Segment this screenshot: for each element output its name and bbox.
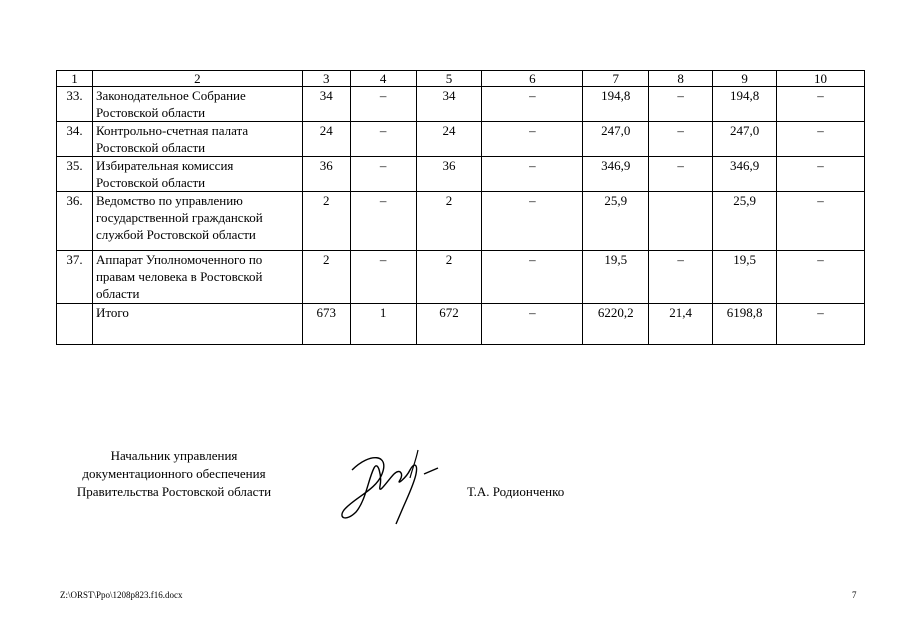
table-row xyxy=(57,157,865,192)
signer-position xyxy=(56,447,292,501)
table-row xyxy=(57,122,865,157)
total-row xyxy=(57,304,865,345)
header-cell: 9 xyxy=(713,71,777,87)
cell-col5: 24 xyxy=(416,122,482,157)
cell-col3: 36 xyxy=(302,157,350,192)
cell-col10: – xyxy=(777,122,865,157)
header-cell: 3 xyxy=(302,71,350,87)
table-row xyxy=(57,251,865,304)
cell-col9: 6198,8 xyxy=(713,304,777,345)
cell-col5: 672 xyxy=(416,304,482,345)
cell-col9: 247,0 xyxy=(713,122,777,157)
cell-col9: 194,8 xyxy=(713,87,777,122)
cell-col9: 346,9 xyxy=(713,157,777,192)
cell-col9: 25,9 xyxy=(713,192,777,251)
cell-col8: – xyxy=(649,87,713,122)
cell-col10: – xyxy=(777,304,865,345)
cell-col5: 34 xyxy=(416,87,482,122)
cell-col4: – xyxy=(350,87,416,122)
cell-col7: 6220,2 xyxy=(583,304,649,345)
cell-col7: 346,9 xyxy=(583,157,649,192)
row-number: 36. xyxy=(57,192,93,251)
row-number: 34. xyxy=(57,122,93,157)
cell-col7: 247,0 xyxy=(583,122,649,157)
cell-col9: 19,5 xyxy=(713,251,777,304)
cell-col3: 34 xyxy=(302,87,350,122)
organization-name: Аппарат Уполномоченного по правам человека в Ростовской области xyxy=(92,251,302,304)
organization-name: Избирательная комиссия Ростовской области xyxy=(92,157,302,192)
cell-col6: – xyxy=(482,87,583,122)
row-number: 37. xyxy=(57,251,93,304)
cell-col8: – xyxy=(649,251,713,304)
cell-col4: – xyxy=(350,192,416,251)
cell-col5: 36 xyxy=(416,157,482,192)
cell-col5: 2 xyxy=(416,251,482,304)
header-cell: 5 xyxy=(416,71,482,87)
signer-name: Т.А. Родионченко xyxy=(467,484,565,499)
header-cell: 2 xyxy=(92,71,302,87)
cell-col8: – xyxy=(649,122,713,157)
cell-col3: 24 xyxy=(302,122,350,157)
cell-col7: 19,5 xyxy=(583,251,649,304)
signer-position-line: Начальник управления xyxy=(110,448,238,463)
cell-col3: 673 xyxy=(302,304,350,345)
footer-file-path: Z:\ORST\Ppo\1208p823.f16.docx xyxy=(60,590,183,600)
cell-col4: – xyxy=(350,251,416,304)
cell-col8: 21,4 xyxy=(649,304,713,345)
table-row xyxy=(57,192,865,251)
budget-table xyxy=(56,70,865,345)
cell-col6: – xyxy=(482,157,583,192)
cell-col6: – xyxy=(482,192,583,251)
handwritten-signature xyxy=(330,440,450,530)
signer-position-line: Правительства Ростовской области xyxy=(76,484,272,499)
header-cell: 6 xyxy=(482,71,583,87)
cell-col8 xyxy=(649,192,713,251)
cell-col5: 2 xyxy=(416,192,482,251)
table-row xyxy=(57,87,865,122)
cell-col10: – xyxy=(777,192,865,251)
row-number: 33. xyxy=(57,87,93,122)
header-cell: 4 xyxy=(350,71,416,87)
cell-col3: 2 xyxy=(302,251,350,304)
organization-name: Контрольно-счетная палата Ростовской области xyxy=(92,122,302,157)
page-number: 7 xyxy=(852,590,857,600)
cell-col3: 2 xyxy=(302,192,350,251)
cell-col6: – xyxy=(482,122,583,157)
signer-position-line: документационного обеспечения xyxy=(82,466,266,481)
header-cell: 7 xyxy=(583,71,649,87)
header-cell: 8 xyxy=(649,71,713,87)
organization-name: Ведомство по управлению государственной гражданской службой Ростовской области xyxy=(92,192,302,251)
row-number: 35. xyxy=(57,157,93,192)
cell-col7: 25,9 xyxy=(583,192,649,251)
cell-col6: – xyxy=(482,304,583,345)
cell-col7: 194,8 xyxy=(583,87,649,122)
header-cell: 10 xyxy=(777,71,865,87)
cell-col10: – xyxy=(777,157,865,192)
cell-col6: – xyxy=(482,251,583,304)
table-header-row xyxy=(57,71,865,87)
cell-col4: – xyxy=(350,157,416,192)
cell-col4: 1 xyxy=(350,304,416,345)
organization-name: Законодательное Собрание Ростовской области xyxy=(92,87,302,122)
cell-col10: – xyxy=(777,251,865,304)
header-cell: 1 xyxy=(57,71,93,87)
cell-col4: – xyxy=(350,122,416,157)
row-number xyxy=(57,304,93,345)
cell-col8: – xyxy=(649,157,713,192)
cell-col10: – xyxy=(777,87,865,122)
total-label: Итого xyxy=(92,304,302,345)
